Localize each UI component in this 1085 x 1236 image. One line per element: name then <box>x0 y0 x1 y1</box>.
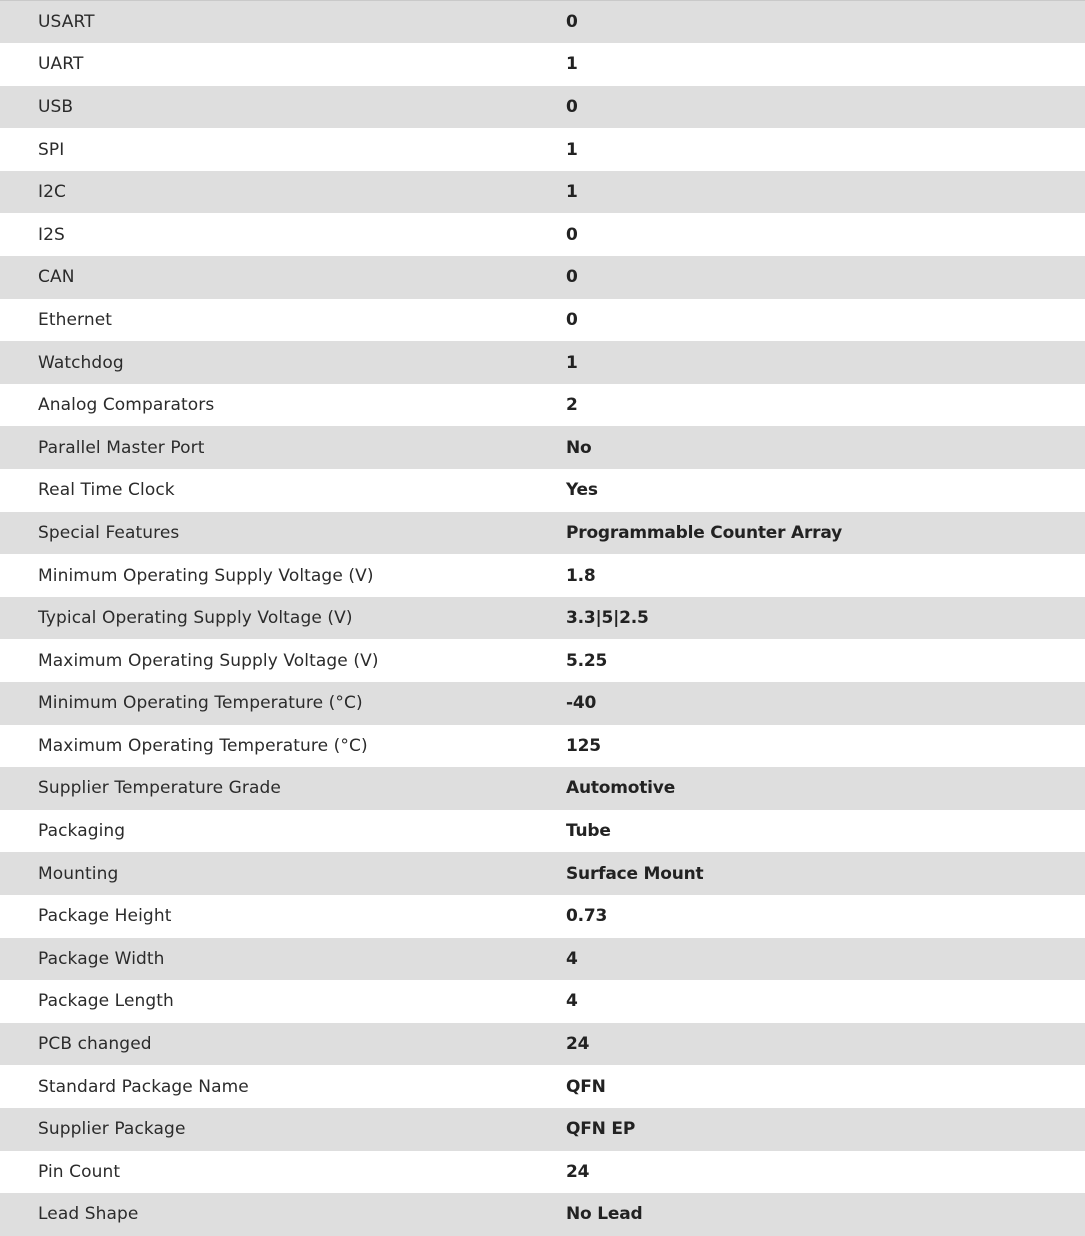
spec-row-supplier-package <box>0 1108 1085 1151</box>
spec-label: Package Width <box>38 948 165 969</box>
spec-label: Package Length <box>38 991 174 1012</box>
spec-value: QFN EP <box>566 1119 636 1140</box>
spec-value: 4 <box>566 991 578 1012</box>
spec-row-ethernet <box>0 299 1085 342</box>
spec-value: No <box>566 437 592 458</box>
spec-row-spi <box>0 128 1085 171</box>
spec-value: -40 <box>566 693 597 714</box>
spec-value: 0.73 <box>566 906 608 927</box>
spec-value: 0 <box>566 96 578 117</box>
spec-label: Ethernet <box>38 309 113 330</box>
spec-row-real-time-clock <box>0 469 1085 512</box>
spec-value: 2 <box>566 395 578 416</box>
spec-label: USB <box>38 96 74 117</box>
spec-label: Minimum Operating Supply Voltage (V) <box>38 565 374 586</box>
spec-value: Tube <box>566 821 611 842</box>
spec-row-i2s <box>0 213 1085 256</box>
spec-row-usb <box>0 86 1085 129</box>
specifications-body <box>0 1 1085 1236</box>
spec-label: Pin Count <box>38 1161 121 1182</box>
spec-row-i2c <box>0 171 1085 214</box>
spec-label: CAN <box>38 267 75 288</box>
spec-row-watchdog <box>0 341 1085 384</box>
spec-row-standard-package-name <box>0 1065 1085 1108</box>
spec-value: 3.3|5|2.5 <box>566 608 649 629</box>
spec-label: Special Features <box>38 522 180 543</box>
spec-value: Programmable Counter Array <box>566 522 842 543</box>
spec-value: 24 <box>566 1034 590 1055</box>
spec-label: Mounting <box>38 863 119 884</box>
spec-row-max-temperature <box>0 725 1085 768</box>
spec-label: Maximum Operating Supply Voltage (V) <box>38 650 379 671</box>
spec-row-can <box>0 256 1085 299</box>
spec-label: I2S <box>38 224 65 245</box>
spec-value: Yes <box>566 480 598 501</box>
spec-label: Standard Package Name <box>38 1076 249 1097</box>
spec-value: 4 <box>566 948 578 969</box>
spec-row-package-height <box>0 895 1085 938</box>
spec-row-parallel-master-port <box>0 426 1085 469</box>
spec-row-temperature-grade <box>0 767 1085 810</box>
spec-row-lead-shape <box>0 1193 1085 1236</box>
spec-label: Packaging <box>38 821 126 842</box>
spec-row-min-temperature <box>0 682 1085 725</box>
spec-value: QFN <box>566 1076 606 1097</box>
spec-value: 0 <box>566 12 578 33</box>
spec-row-typ-supply-voltage <box>0 597 1085 640</box>
spec-value: 0 <box>566 267 578 288</box>
spec-row-packaging <box>0 810 1085 853</box>
spec-label: I2C <box>38 182 66 203</box>
spec-value: Automotive <box>566 778 676 799</box>
spec-label: Supplier Package <box>38 1119 186 1140</box>
spec-label: Lead Shape <box>38 1204 139 1225</box>
spec-row-min-supply-voltage <box>0 554 1085 597</box>
spec-label: USART <box>38 12 95 33</box>
spec-label: PCB changed <box>38 1034 152 1055</box>
spec-value: 0 <box>566 309 578 330</box>
spec-value: No Lead <box>566 1204 643 1225</box>
spec-row-package-length <box>0 980 1085 1023</box>
spec-label: UART <box>38 54 84 75</box>
spec-value: 1 <box>566 352 578 373</box>
spec-label: Parallel Master Port <box>38 437 205 458</box>
spec-value: 1 <box>566 139 578 160</box>
spec-value: 0 <box>566 224 578 245</box>
spec-label: Package Height <box>38 906 172 927</box>
spec-row-uart <box>0 43 1085 86</box>
spec-value: 24 <box>566 1161 590 1182</box>
spec-row-special-features <box>0 512 1085 555</box>
spec-value: 1 <box>566 182 578 203</box>
spec-label: Real Time Clock <box>38 480 175 501</box>
spec-value: 5.25 <box>566 650 608 671</box>
spec-row-package-width <box>0 938 1085 981</box>
spec-label: Typical Operating Supply Voltage (V) <box>38 608 353 629</box>
spec-value: 125 <box>566 735 601 756</box>
spec-label: Analog Comparators <box>38 395 215 416</box>
spec-label: Minimum Operating Temperature (°C) <box>38 693 363 714</box>
spec-value: 1 <box>566 54 578 75</box>
spec-row-pin-count <box>0 1151 1085 1194</box>
spec-row-pcb-changed <box>0 1023 1085 1066</box>
spec-label: Supplier Temperature Grade <box>38 778 281 799</box>
spec-value: Surface Mount <box>566 863 704 884</box>
spec-row-max-supply-voltage <box>0 639 1085 682</box>
spec-label: Maximum Operating Temperature (°C) <box>38 735 368 756</box>
spec-label: Watchdog <box>38 352 124 373</box>
spec-row-mounting <box>0 852 1085 895</box>
spec-label: SPI <box>38 139 65 160</box>
spec-row-usart <box>0 1 1085 44</box>
spec-value: 1.8 <box>566 565 596 586</box>
spec-row-analog-comparators <box>0 384 1085 427</box>
